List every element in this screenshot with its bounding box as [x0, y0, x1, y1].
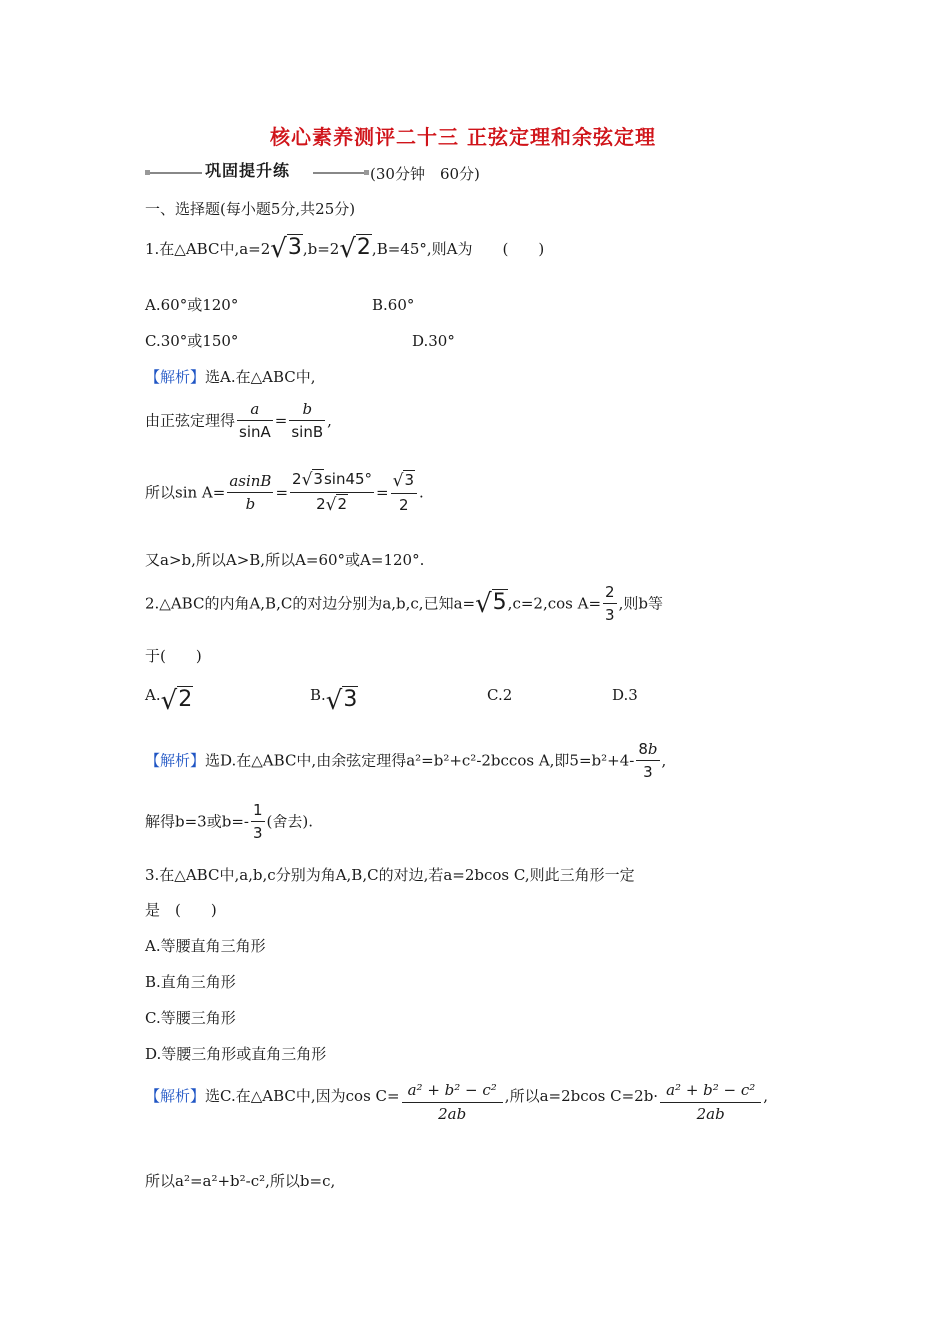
fraction: $\frac{2√3\sin 45^\circ}{2√2}$: [292, 470, 373, 515]
q3-option-b: B.直角三角形: [145, 973, 236, 991]
q1-stem-a: 1.在△ABC中,a=2: [145, 240, 271, 258]
q1-analysis-line2: 由正弦定理得 $\frac{a}{\sin A}$ = $\frac{b}{\sin B}$ ,: [145, 400, 332, 441]
fraction: $\frac{8b}{3}$: [638, 740, 658, 781]
question-3-stem: 3.在△ABC中,a,b,c分别为角A,B,C的对边,若a=2bcos C,则此三角形一定: [145, 866, 635, 884]
fraction: $\frac{b}{\sin B}$: [291, 400, 324, 441]
section-label: 巩固提升练: [205, 161, 291, 180]
analysis-tag: 【解析】: [145, 751, 206, 770]
q1-option-c: C.30°或150°: [145, 332, 239, 350]
q3-analysis: 【解析】选C.在△ABC中,因为cos C= $\frac{\text{a² + b² − c²}}{2ab}$ ,所以a=2bcos C=2b· $\frac{\text{a² + b² − c²}}{2ab}$ ,: [145, 1081, 769, 1123]
q1-analysis-line1: 【解析】选A.在△ABC中,: [145, 368, 316, 386]
sqrt-symbol: √5: [475, 589, 507, 619]
section-right-rule: [313, 172, 365, 174]
part-heading: 一、选择题(每小题5分,共25分): [145, 200, 356, 218]
fraction: $\frac{\text{a² + b² − c²}}{2ab}$: [660, 1083, 761, 1122]
fraction: $\frac{\text{a² + b² − c²}}{2ab}$: [402, 1083, 503, 1122]
q2-option-c: C.2: [487, 686, 513, 704]
sqrt-symbol: √2: [160, 686, 193, 716]
analysis-tag: 【解析】: [145, 368, 206, 386]
fraction: $\frac{2}{3}$: [605, 583, 615, 624]
q2-option-b: B.√3: [310, 686, 358, 716]
analysis-tag: 【解析】: [145, 1087, 206, 1105]
q1-analysis-line4: 又a>b,所以A>B,所以A=60°或A=120°.: [145, 551, 425, 569]
q2-option-d: D.3: [612, 686, 638, 704]
q1-option-a: A.60°或120°: [145, 296, 239, 314]
sqrt-symbol: √2: [339, 234, 371, 264]
question-2-stem: 2.△ABC的内角A,B,C的对边分别为a,b,c,已知a=√5,c=2,cos A= $\frac{2}{3}$ ,则b等: [145, 583, 663, 624]
sqrt-symbol: √3: [325, 686, 358, 716]
q1-analysis-line3: 所以sin A= $\frac{asinB}{b}$ = $\frac{2√3\sin 45^\circ}{2√2}$ = $\frac{√3}{2}$ .: [145, 470, 424, 515]
q1-option-d: D.30°: [412, 332, 455, 350]
sqrt-symbol: √3: [270, 234, 302, 264]
q2-option-a: A.√2: [145, 686, 193, 716]
fraction: $\frac{a}{\sin A}$: [239, 400, 271, 441]
question-3-stem-line2: 是 ( ): [145, 901, 217, 919]
fraction: $\frac{asinB}{b}$: [229, 472, 272, 513]
q1-stem-b: ,b=2: [302, 240, 340, 258]
section-time: (30分钟 60分): [370, 165, 480, 183]
q3-last-line: 所以a²=a²+b²-c²,所以b=c,: [145, 1172, 336, 1190]
q3-option-d: D.等腰三角形或直角三角形: [145, 1045, 327, 1063]
section-right-marker: [364, 170, 369, 175]
q1-stem-c: ,B=45°,则A为 ( ): [371, 240, 545, 258]
q3-option-c: C.等腰三角形: [145, 1009, 236, 1027]
fraction: $\frac{√3}{2}$: [391, 473, 417, 513]
q2-solution: 解得b=3或b=- $\frac{1}{3}$ (舍去).: [145, 801, 313, 842]
question-2-stem-line2: 于( ): [145, 647, 202, 665]
q2-analysis: 【解析】选D.在△ABC中,由余弦定理得a²=b²+c²-2bccos A,即5=b²+4- $\frac{8b}{3}$ ,: [145, 740, 667, 781]
question-1-stem: [145, 236, 544, 262]
section-left-rule: [150, 172, 202, 174]
fraction: $\frac{1}{3}$: [252, 801, 263, 842]
q3-option-a: A.等腰直角三角形: [145, 937, 266, 955]
page-title: 核心素养测评二十三 正弦定理和余弦定理: [270, 125, 656, 149]
q1-option-b: B.60°: [372, 296, 415, 314]
